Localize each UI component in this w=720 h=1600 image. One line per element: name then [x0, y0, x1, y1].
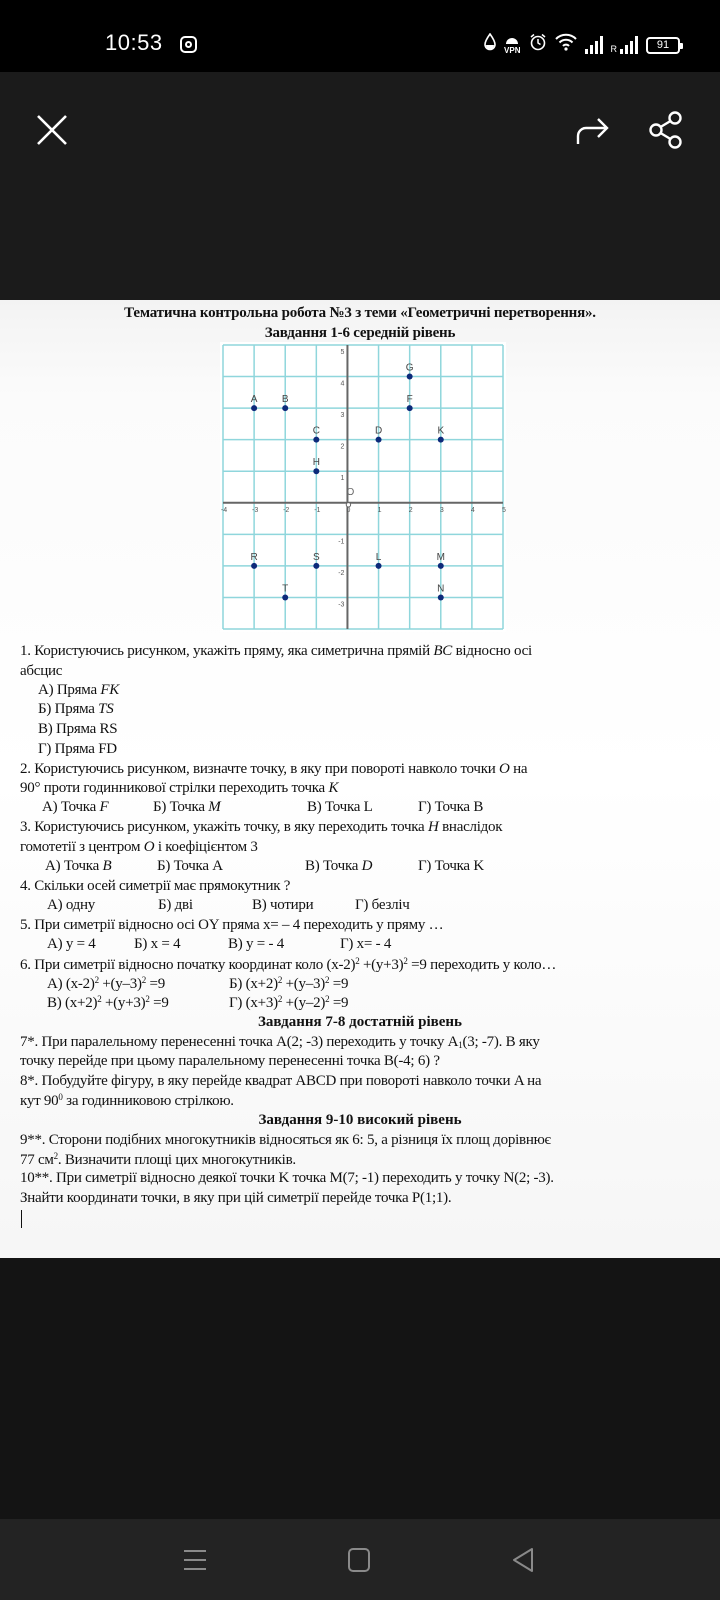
- q5-option-a: А) y = 4: [47, 936, 96, 952]
- q6-option-b: Б) $(x+2)^2 +(y-3)^2 =9$: [229, 975, 349, 992]
- q6-option-c: В) $(x+2)^2 +(y+3)^2 =9$: [47, 994, 169, 1011]
- y-tick-label: 3: [340, 412, 345, 420]
- signal-icon: [585, 36, 603, 54]
- q3-option-c: В) Точка D: [305, 858, 373, 874]
- q5-option-c: В) y = - 4: [228, 936, 284, 952]
- recents-button[interactable]: [180, 1545, 210, 1575]
- q1-option-a: А) Пряма FK: [38, 682, 120, 698]
- origin-label: O: [346, 486, 355, 498]
- x-tick-label: 1: [377, 506, 382, 514]
- y-tick-label: 5: [340, 349, 345, 356]
- roaming-signal-icon: [611, 36, 639, 54]
- x-tick-label: -4: [220, 506, 228, 514]
- coordinate-grid: [220, 342, 506, 632]
- question-2: 2. Користуючись рисунком, визначте точку, в яку при повороті навколо точки O на: [20, 761, 528, 777]
- home-icon: [344, 1545, 374, 1575]
- question-1-cont: абсцис: [20, 663, 63, 679]
- point-g: [407, 374, 413, 380]
- status-icons: [484, 33, 680, 57]
- point-label-b: B: [281, 394, 289, 406]
- share-button[interactable]: [648, 110, 684, 150]
- point-label-f: F: [406, 394, 413, 406]
- point-label-g: G: [405, 362, 414, 374]
- x-tick-label: 5: [502, 506, 506, 514]
- viewer-background: [0, 1258, 720, 1488]
- point-t: [282, 594, 288, 600]
- q6-option-a: А) $(x-2)^2 +(y-3)^2 =9$: [47, 975, 165, 992]
- instagram-icon: [180, 36, 197, 53]
- forward-button[interactable]: [574, 112, 612, 148]
- system-nav-bar: [0, 1519, 720, 1600]
- question-7: 7*. При паралельному перенесенні точка A(2; -3) переходить у точку $A_1(3$; -7). В яку: [20, 1034, 540, 1050]
- question-4: 4. Скільки осей симетрії має прямокутник ?: [20, 878, 291, 894]
- close-button[interactable]: [34, 112, 70, 148]
- point-r: [251, 563, 257, 569]
- point-label-n: N: [437, 583, 445, 595]
- question-3-cont: гомотетії з центром O і коефіцієнтом 3: [20, 839, 258, 855]
- document-title: Тематична контрольна робота №3 з теми «Геометричні перетворення».: [124, 305, 596, 321]
- share-icon: [648, 110, 684, 150]
- point-label-l: L: [375, 551, 382, 563]
- y-tick-label: 2: [340, 443, 345, 451]
- question-9: 9**. Сторони подібних многокутників відносяться як 6: 5, а різниця їх площ дорівнює: [20, 1132, 551, 1148]
- question-5: 5. При симетрії відносно осі OY пряма x= – 4 переходить у пряму …: [20, 917, 444, 933]
- x-tick-label: 0: [346, 506, 351, 514]
- point-k: [438, 437, 444, 443]
- point-label-k: K: [437, 425, 445, 437]
- text-cursor: [21, 1210, 22, 1228]
- point-label-a: A: [250, 394, 258, 406]
- point-label-m: M: [436, 551, 445, 563]
- question-7-cont: точку перейде при цьому паралельному перенесенні точка B(-4; 6) ?: [20, 1053, 440, 1069]
- q2-option-c: В) Точка L: [307, 799, 373, 815]
- alarm-icon: [529, 33, 547, 57]
- x-tick-label: 4: [470, 506, 475, 514]
- coordinate-figure: [220, 342, 506, 632]
- question-3: 3. Користуючись рисунком, укажіть точку, в яку переходить точка H внаслідок: [20, 819, 503, 835]
- point-b: [282, 405, 288, 411]
- question-10-cont: Знайти координати точки, в яку при цій симетрії перейде точка P(1;1).: [20, 1190, 452, 1206]
- q4-option-d: Г) безліч: [355, 897, 410, 913]
- x-tick-label: 2: [408, 506, 413, 514]
- point-label-r: R: [250, 551, 258, 563]
- roaming-label: R: [610, 44, 617, 54]
- nav-divider: [0, 1488, 720, 1519]
- q2-option-d: Г) Точка B: [418, 799, 484, 815]
- q1-option-c: В) Пряма RS: [38, 721, 118, 737]
- x-tick-label: -3: [251, 506, 259, 514]
- q1-option-d: Г) Пряма FD: [38, 741, 117, 757]
- section-heading-3: Завдання 9-10 високий рівень: [258, 1112, 462, 1128]
- status-time: 10:53: [105, 30, 163, 55]
- point-d: [376, 437, 382, 443]
- point-l: [376, 563, 382, 569]
- question-6: 6. При симетрії відносно початку координат коло $(x-2)^2 +(y+3)^2 =9$ переходить у коло…: [20, 956, 557, 973]
- recents-icon: [180, 1545, 210, 1575]
- vpn-icon: [504, 36, 520, 55]
- battery-level: 91: [656, 38, 670, 51]
- q4-option-a: А) одну: [47, 897, 96, 913]
- section-heading-1: Завдання 1-6 середній рівень: [264, 325, 456, 341]
- point-h: [313, 468, 319, 474]
- y-tick-label: 1: [340, 475, 345, 483]
- water-drop-icon: [484, 33, 496, 57]
- point-label-t: T: [282, 583, 289, 595]
- document-image[interactable]: [0, 300, 720, 1258]
- q2-option-a: А) Точка F: [42, 799, 109, 815]
- question-1: 1. Користуючись рисунком, укажіть пряму, яка симетрична прямій BC відносно осі: [20, 643, 532, 659]
- section-heading-2: Завдання 7-8 достатній рівень: [258, 1014, 462, 1030]
- q3-option-d: Г) Точка K: [418, 858, 484, 874]
- back-icon: [508, 1545, 538, 1575]
- q5-option-b: Б) x = 4: [134, 936, 181, 952]
- q4-option-b: Б) дві: [158, 897, 193, 913]
- status-bar: [0, 0, 720, 72]
- point-label-d: D: [374, 425, 383, 437]
- close-icon: [34, 112, 70, 148]
- question-10: 10**. При симетрії відносно деякої точки K точка M(7; -1) переходить у точку N(2; -3).: [20, 1170, 554, 1186]
- point-c: [313, 437, 319, 443]
- question-8-cont: кут $90^0$ за годинниковою стрілкою.: [20, 1092, 234, 1109]
- battery-icon: [646, 37, 680, 54]
- forward-icon: [574, 112, 612, 148]
- x-tick-label: 3: [439, 506, 444, 514]
- q3-option-a: А) Точка B: [45, 858, 112, 874]
- question-9-cont: 77 $см^2$. Визначити площі цих многокутників.: [20, 1151, 296, 1168]
- q6-option-d: Г) $(x+3)^2 +(y-2)^2 =9$: [229, 994, 349, 1011]
- origin-point: [346, 503, 350, 507]
- back-button[interactable]: [508, 1545, 538, 1575]
- q5-option-d: Г) x= - 4: [340, 936, 392, 952]
- question-2-cont: 90° проти годинникової стрілки переходить точка K: [20, 780, 339, 796]
- x-tick-label: -2: [283, 506, 290, 514]
- vpn-label: VPN: [504, 45, 521, 55]
- q4-option-c: В) чотири: [252, 897, 314, 913]
- point-m: [438, 563, 444, 569]
- point-label-s: S: [312, 551, 320, 563]
- point-s: [313, 563, 319, 569]
- q2-option-b: Б) Точка M: [153, 799, 221, 815]
- grid-background: [220, 342, 506, 632]
- point-label-h: H: [312, 457, 320, 469]
- point-n: [438, 594, 444, 600]
- point-f: [407, 405, 413, 411]
- q1-option-b: Б) Пряма TS: [38, 701, 114, 717]
- point-label-c: C: [312, 425, 320, 437]
- y-tick-label: 4: [340, 380, 345, 388]
- y-tick-label: -3: [338, 601, 345, 609]
- q3-option-b: Б) Точка A: [157, 858, 223, 874]
- question-8: 8*. Побудуйте фігуру, в яку перейде квадрат ABCD при повороті навколо точки A на: [20, 1073, 542, 1089]
- y-tick-label: -2: [338, 569, 345, 577]
- x-tick-label: -1: [314, 506, 321, 514]
- point-a: [251, 405, 257, 411]
- wifi-icon: [555, 33, 577, 57]
- y-tick-label: -1: [338, 538, 345, 546]
- home-button[interactable]: [344, 1545, 374, 1575]
